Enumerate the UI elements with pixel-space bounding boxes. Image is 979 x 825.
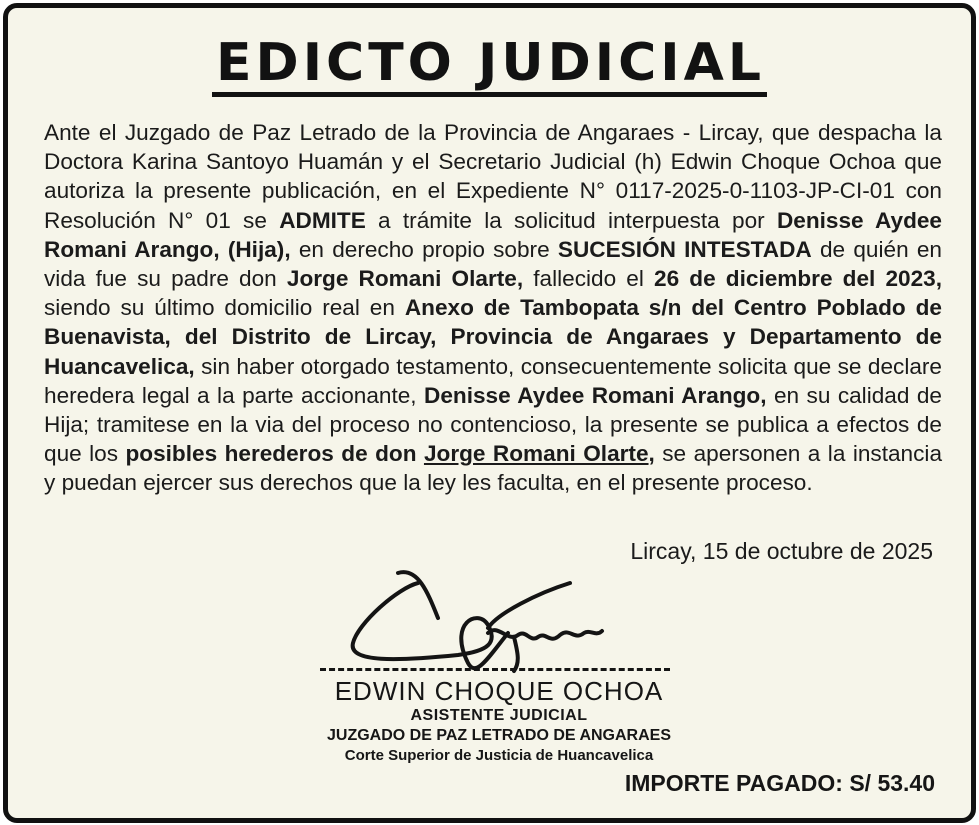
body-text-segment: a trámite la solicitud interpuesta por bbox=[365, 207, 777, 233]
edict-title bbox=[8, 34, 971, 97]
stamp-name: EDWIN CHOQUE OCHOA bbox=[334, 676, 664, 706]
body-bold-segment: 26 de diciembre del 2023, bbox=[654, 266, 942, 292]
body-text-segment: Ante el Juzgado de Paz Letrado de la Provincia de Angaraes - Lircay, que despacha la Doctora Karina Santoyo Huamán y el Secretario Judicial (h) Edwin Choque Ochoa que autoriza la presente publicación, en el Expediente N° 0117-2025-0-1103-JP-CI-01 con Resolución N° 01 se bbox=[44, 120, 942, 233]
body-bold-segment: Denisse Aydee Romani Arango, (Hija), bbox=[44, 207, 942, 262]
body-underlined-segment: Jorge Romani Olarte bbox=[423, 441, 649, 467]
edict-title-text: EDICTO JUDICIAL bbox=[212, 34, 767, 97]
body-bold-segment: Anexo de Tambopata s/n del Centro Poblado de Buenavista, del Distrito de Lircay, Provincia de Angaraes y Departamento de Huancavelica, bbox=[44, 295, 942, 379]
body-bold-segment: SUCESIÓN INTESTADA bbox=[557, 236, 812, 262]
official-stamp bbox=[314, 676, 684, 766]
body-text-segment: se apersonen a la instancia y puedan ejercer sus derechos que la ley les faculta, en el presente proceso. bbox=[44, 441, 943, 496]
amount-paid: IMPORTE PAGADO: S/ 53.40 bbox=[624, 770, 935, 796]
edict-frame bbox=[3, 3, 976, 823]
body-bold-segment: posibles herederos de don bbox=[125, 441, 424, 467]
body-bold-segment: Jorge Romani Olarte, bbox=[286, 266, 524, 292]
body-bold-segment: Denisse Aydee Romani Arango, bbox=[424, 382, 767, 408]
body-text-segment: en derecho propio sobre bbox=[290, 236, 558, 262]
handwritten-signature bbox=[338, 563, 648, 683]
signature-line bbox=[320, 668, 670, 671]
stamp-superior-court: Corte Superior de Justicia de Huancavelica bbox=[344, 747, 654, 764]
body-text-segment: en su calidad de Hija; tramitese en la via del proceso no contencioso, la presente se publica a efectos de que los bbox=[44, 382, 942, 467]
body-bold-segment: , bbox=[648, 441, 655, 467]
stamp-court: JUZGADO DE PAZ LETRADO DE ANGARAES bbox=[326, 727, 671, 744]
body-text-segment: sin haber otorgado testamento, consecuentemente solicita que se declare heredera legal a la parte accionante, bbox=[44, 353, 942, 408]
body-text-segment: siendo su último domicilio real en bbox=[44, 295, 405, 321]
body-bold-segment: ADMITE bbox=[279, 207, 366, 233]
place-date: Lircay, 15 de octubre de 2025 bbox=[630, 538, 933, 564]
stamp-role: ASISTENTE JUDICIAL bbox=[410, 707, 588, 724]
edict-body bbox=[44, 118, 942, 498]
body-text-segment: fallecido el bbox=[523, 266, 655, 292]
body-text-segment: de quién en vida fue su padre don bbox=[44, 236, 942, 292]
